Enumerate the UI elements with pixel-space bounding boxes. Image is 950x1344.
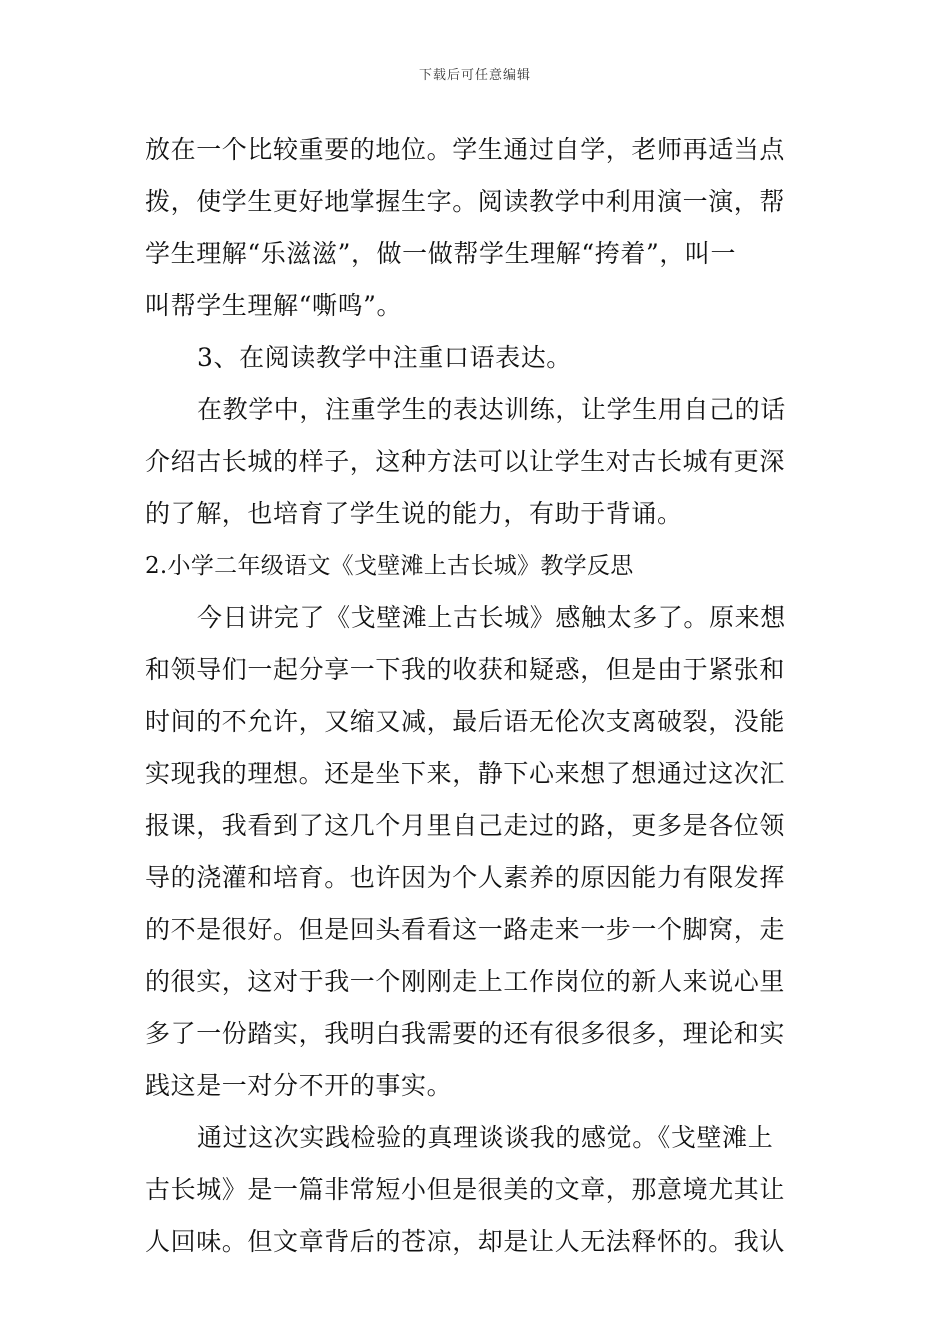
paragraph-line: 导的浇灌和培育。也许因为个人素养的原因能力有限发挥 — [145, 863, 786, 892]
paragraph-line: 今日讲完了《戈壁滩上古长城》感触太多了。原来想 — [197, 603, 786, 632]
paragraph-line: 的不是很好。但是回头看看这一路走来一步一个脚窝，走 — [145, 915, 786, 944]
paragraph-line: 3、在阅读教学中注重口语表达。 — [197, 343, 572, 372]
paragraph-line: 报课，我看到了这几个月里自己走过的路，更多是各位领 — [145, 811, 786, 840]
section-heading: 2.小学二年级语文《戈壁滩上古长城》教学反思 — [145, 553, 634, 579]
paragraph-line: 介绍古长城的样子，这种方法可以让学生对古长城有更深 — [145, 447, 786, 476]
paragraph-line: 的很实，这对于我一个刚刚走上工作岗位的新人来说心里 — [145, 967, 786, 996]
paragraph-line: 时间的不允许，又缩又减，最后语无伦次支离破裂，没能 — [145, 707, 786, 736]
paragraph-line: 拨，使学生更好地掌握生字。阅读教学中利用演一演，帮 — [145, 187, 786, 216]
paragraph-line: 叫帮学生理解“嘶鸣”。 — [145, 291, 403, 320]
paragraph-line: 的了解，也培育了学生说的能力，有助于背诵。 — [145, 499, 683, 528]
paragraph-line: 古长城》是一篇非常短小但是很美的文章，那意境尤其让 — [145, 1175, 786, 1204]
paragraph-line: 学生理解“乐滋滋”，做一做帮学生理解“挎着”，叫一 — [145, 239, 737, 268]
paragraph-line: 践这是一对分不开的事实。 — [145, 1071, 453, 1100]
paragraph-line: 放在一个比较重要的地位。学生通过自学，老师再适当点 — [145, 135, 786, 164]
document-body — [145, 124, 807, 1268]
paragraph-line: 人回味。但文章背后的苍凉，却是让人无法释怀的。我认 — [145, 1227, 786, 1256]
paragraph-line: 和领导们一起分享一下我的收获和疑惑，但是由于紧张和 — [145, 655, 786, 684]
paragraph-line: 多了一份踏实，我明白我需要的还有很多很多，理论和实 — [145, 1019, 786, 1048]
page-header: 下载后可任意编辑 — [418, 68, 531, 83]
paragraph-line: 在教学中，注重学生的表达训练，让学生用自己的话 — [197, 395, 786, 424]
paragraph-line: 实现我的理想。还是坐下来，静下心来想了想通过这次汇 — [145, 759, 786, 788]
paragraph-line: 通过这次实践检验的真理谈谈我的感觉。《戈壁滩上 — [197, 1123, 774, 1152]
